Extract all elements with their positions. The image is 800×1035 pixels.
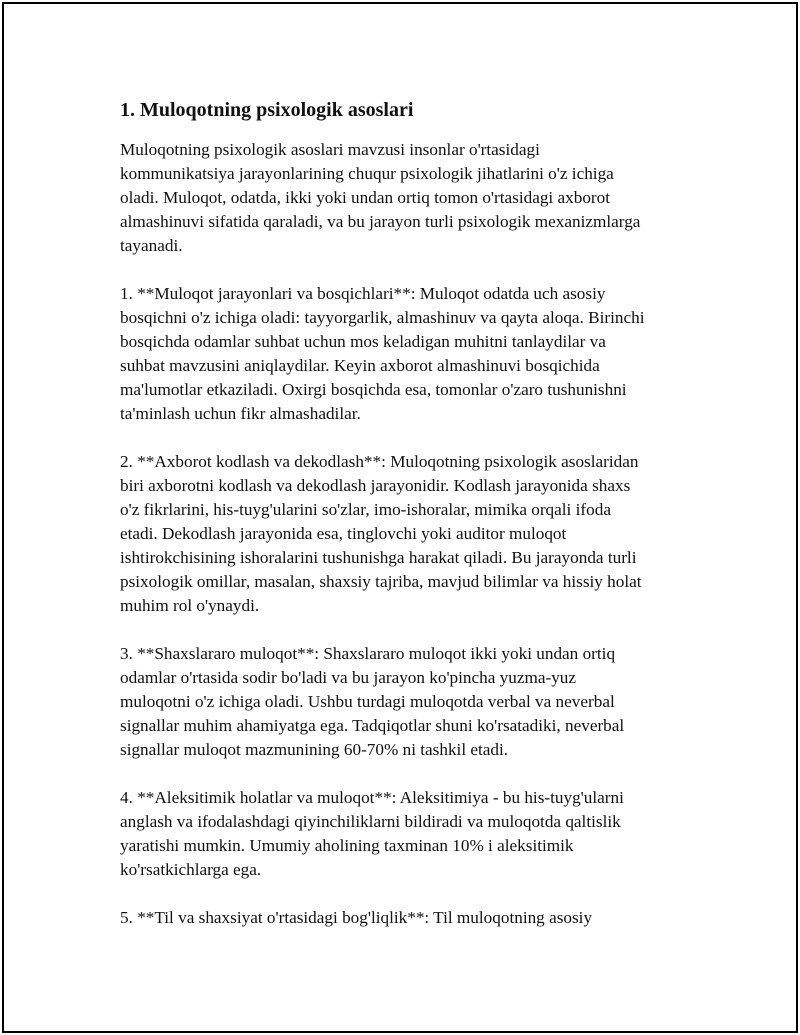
text-line: 4. **Aleksitimik holatlar va muloqot**: Aleksitimiya - bu his-tuyg'ularni <box>120 788 624 807</box>
text-line: muhim rol o'ynaydi. <box>120 596 260 615</box>
text-line: almashinuvi sifatida qaraladi, va bu jarayon turli psixologik mexanizmlarga <box>120 212 641 231</box>
paragraph-item-1 <box>120 282 720 426</box>
text-line: bosqichni o'z ichiga oladi: tayyorgarlik, almashinuv va qayta aloqa. Birinchi <box>120 308 645 327</box>
text-line: odamlar o'rtasida sodir bo'ladi va bu jarayon ko'pincha yuzma-yuz <box>120 668 577 687</box>
text-line: bosqichda odamlar suhbat uchun mos keladigan muhitni tanlaydilar va <box>120 332 606 351</box>
text-line: suhbat mavzusini aniqlaydilar. Keyin axborot almashinuvi bosqichida <box>120 356 600 375</box>
text-line: Muloqotning psixologik asoslari mavzusi insonlar o'rtasidagi <box>120 140 540 159</box>
text-line: psixologik omillar, masalan, shaxsiy tajriba, mavjud bilimlar va hissiy holat <box>120 572 642 591</box>
paragraph-item-3 <box>120 642 720 762</box>
text-line: signallar muhim ahamiyatga ega. Tadqiqotlar shuni ko'rsatadiki, neverbal <box>120 716 625 735</box>
paragraph-item-2 <box>120 450 720 618</box>
text-line: tayanadi. <box>120 236 183 255</box>
page-frame <box>2 2 798 1033</box>
text-line: o'z fikrlarini, his-tuyg'ularini so'zlar, imo-ishoralar, mimika orqali ifoda <box>120 500 611 519</box>
text-line: 5. **Til va shaxsiyat o'rtasidagi bog'liqlik**: Til muloqotning asosiy <box>120 908 593 927</box>
text-line: etadi. Dekodlash jarayonida esa, tinglovchi yoki auditor muloqot <box>120 524 567 543</box>
text-line: kommunikatsiya jarayonlarining chuqur psixologik jihatlarini o'z ichiga <box>120 164 614 183</box>
text-line: ta'minlash uchun fikr almashadilar. <box>120 404 361 423</box>
document-body <box>120 96 720 954</box>
text-line: ishtirokchisining ishoralarini tushunishga harakat qiladi. Bu jarayonda turli <box>120 548 637 567</box>
text-line: oladi. Muloqot, odatda, ikki yoki undan ortiq tomon o'rtasidagi axborot <box>120 188 611 207</box>
text-line: muloqotni o'z ichiga oladi. Ushbu turdagi muloqotda verbal va neverbal <box>120 692 615 711</box>
text-line: ko'rsatkichlarga ega. <box>120 860 262 879</box>
text-line: 2. **Axborot kodlash va dekodlash**: Muloqotning psixologik asoslaridan <box>120 452 639 471</box>
page-title: 1. Muloqotning psixologik asoslari <box>120 99 414 121</box>
text-line: anglash va ifodalashdagi qiyinchiliklarni bildiradi va muloqotda qaltislik <box>120 812 621 831</box>
text-line: ma'lumotlar etkaziladi. Oxirgi bosqichda esa, tomonlar o'zaro tushunishni <box>120 380 627 399</box>
text-line: yaratishi mumkin. Umumiy aholining taxminan 10% i aleksitimik <box>120 836 574 855</box>
paragraph-intro <box>120 138 720 258</box>
paragraph-item-4 <box>120 786 720 882</box>
paragraph-item-5 <box>120 906 720 930</box>
text-line: 1. **Muloqot jarayonlari va bosqichlari**: Muloqot odatda uch asosiy <box>120 284 606 303</box>
text-line: signallar muloqot mazmunining 60-70% ni tashkil etadi. <box>120 740 509 759</box>
text-line: 3. **Shaxslararo muloqot**: Shaxslararo muloqot ikki yoki undan ortiq <box>120 644 616 663</box>
text-line: biri axborotni kodlash va dekodlash jarayonidir. Kodlash jarayonida shaxs <box>120 476 631 495</box>
